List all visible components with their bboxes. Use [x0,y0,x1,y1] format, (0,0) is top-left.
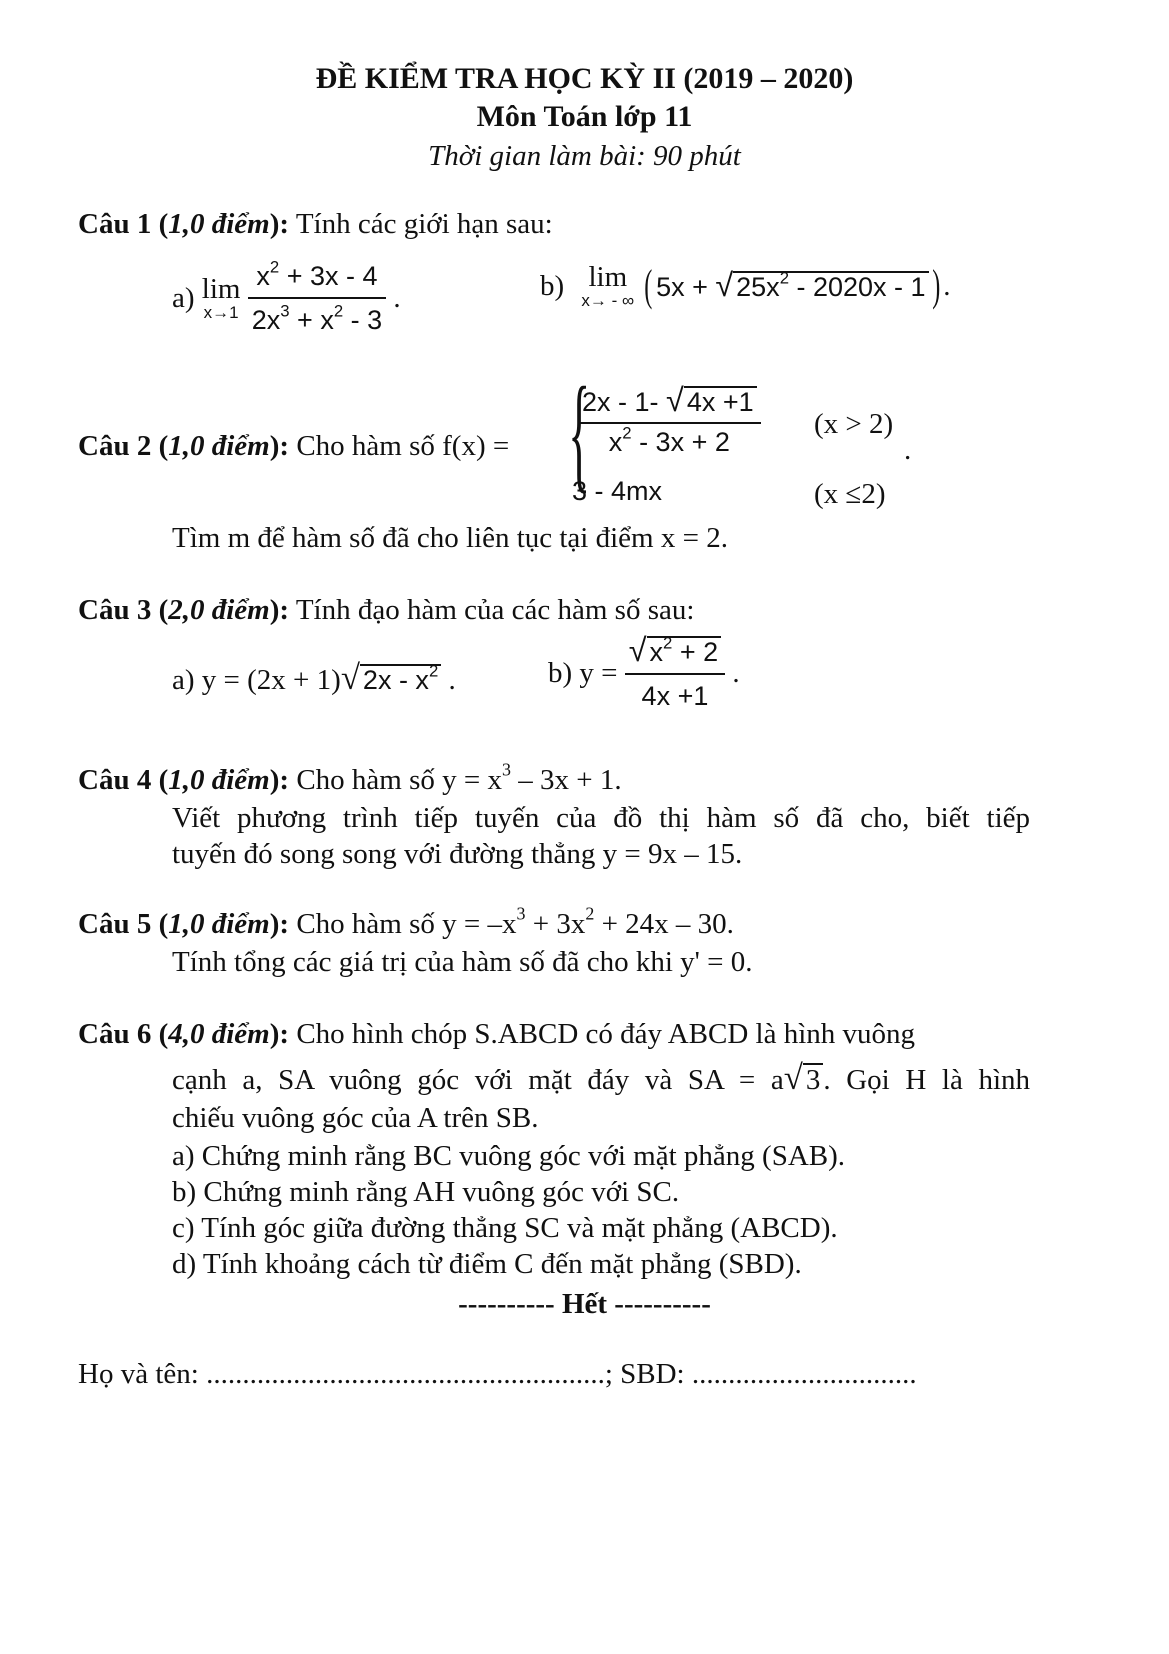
q5-heading: Câu 5 (1,0 điểm): Cho hàm số $y = -x^3 + 3x^2 + 24x - 30$. [78,903,734,940]
q3-text: Tính đạo hàm của các hàm số sau: [295,594,695,626]
name-field[interactable]: ....................................................... [206,1358,605,1390]
q6-part-d: d) Tính khoảng cách từ điểm C đến mặt phẳng (SBD). [172,1248,802,1280]
q6-heading: Câu 6 (4,0 điểm): Cho hình chóp S.ABCD có đáy ABCD là hình vuông [78,1018,915,1050]
exam-title: ĐỀ KIỂM TRA HỌC KỲ II (2019 – 2020) [315,62,854,95]
q1-text: Tính các giới hạn sau: [295,208,553,240]
q1b-limit: lim x→ - ∞ [581,261,635,311]
sbd-field[interactable]: ............................... [691,1358,917,1390]
q2-piece1 [578,382,761,458]
q4-text: Cho hàm số $y = x^3 - 3x + 1$. [296,759,622,796]
q1a: a) lim x→1 $\frac{x^2 + 3x - 4}{2x^3 + x^2 - 3}$ . [172,258,401,338]
q1b-expression: 5x + √ $25x^2 - 2020x - 1$ [656,272,929,302]
name-label: Họ và tên: [78,1358,207,1390]
q2-piece1-cond: (x > 2) [814,408,894,440]
q6-part-c: c) Tính góc giữa đường thẳng SC và mặt phẳng (ABCD). [172,1212,838,1244]
q2-piece2-cond: (x ≤2) [814,478,886,510]
q2-text: Cho hàm số f(x) = [296,430,510,462]
q1-label: Câu 1 [78,208,152,240]
q1a-limit: lim x→1 [201,272,241,323]
q3-points: 2,0 điểm [168,594,270,626]
q6-part-b: b) Chứng minh rằng AH vuông góc với SC. [172,1176,680,1208]
q1-heading: Câu 1 (1,0 điểm): Tính các giới hạn sau: [78,208,553,240]
q6-line3: chiếu vuông góc của A trên SB. [172,1102,539,1134]
q6-part-a: a) Chứng minh rằng BC vuông góc với mặt phẳng (SAB). [172,1140,846,1172]
q3b-fraction: $\frac{√ x^2 + 2}{4x +1}$ [625,632,725,714]
q5-points: 1,0 điểm [168,908,270,940]
exam-time: Thời gian làm bài: 90 phút [428,140,741,172]
q2-period: . [904,434,912,466]
exam-subject: Môn Toán lớp 11 [476,100,693,133]
q5-text: Cho hàm số $y = -x^3 + 3x^2 + 24x - 30$. [296,903,734,940]
sbd-label: ; SBD: [604,1358,692,1390]
q3b: b) y = $\frac{√ x^2 + 2}{4x +1}$ . [548,632,740,714]
q6-line2: cạnh a, SA vuông góc với mặt đáy và SA = a√ 3 . Gọi H là hình [172,1058,1030,1097]
q2-heading: Câu 2 (1,0 điểm): Cho hàm số f(x) = [78,430,510,462]
q6-points: 4,0 điểm [168,1018,270,1050]
q4-label: Câu 4 [78,764,152,796]
q3-label: Câu 3 [78,594,152,626]
q1a-fraction: $\frac{x^2 + 3x - 4}{2x^3 + x^2 - 3}$ [248,258,386,338]
q2-piece2: 3 - 4mx [572,476,663,506]
q2-brace: { [568,361,591,505]
q1a-label: a) [172,282,195,314]
candidate-info [78,1356,917,1392]
q1-points: 1,0 điểm [168,208,270,240]
q4-line3: tuyến đó song song với đường thẳng y = 9x – 15. [172,838,743,870]
q1b: b) lim x→ - ∞ ( 5x + √ $25x^2 - 2020x - 1$ ) . [540,261,951,311]
end-marker: ---------- Hết ---------- [458,1288,711,1320]
q6-text: Cho hình chóp S.ABCD có đáy ABCD là hình vuông [296,1018,915,1050]
q3-heading: Câu 3 (2,0 điểm): Tính đạo hàm của các hàm số sau: [78,594,695,626]
q4-line2: Viết phương trình tiếp tuyến của đồ thị hàm số đã cho, biết tiếp [172,802,1030,834]
q4-points: 1,0 điểm [168,764,270,796]
q2-points: 1,0 điểm [168,430,270,462]
q5-label: Câu 5 [78,908,152,940]
q2-label: Câu 2 [78,430,152,462]
q3a: a) y = (2x + 1)√ $2x - x^2$ . [172,658,456,697]
q6-label: Câu 6 [78,1018,152,1050]
q5-line2: Tính tổng các giá trị của hàm số đã cho khi y' = 0. [172,946,753,978]
q4-heading: Câu 4 (1,0 điểm): Cho hàm số $y = x^3 - 3x + 1$. [78,759,622,796]
q2-piece1-fraction: $\frac{2x - 1- √ 4x +1}{x^2 - 3x + 2}$ [578,382,761,458]
q2-line2: Tìm m để hàm số đã cho liên tục tại điểm x = 2. [172,522,728,554]
q1b-label: b) [540,270,565,303]
